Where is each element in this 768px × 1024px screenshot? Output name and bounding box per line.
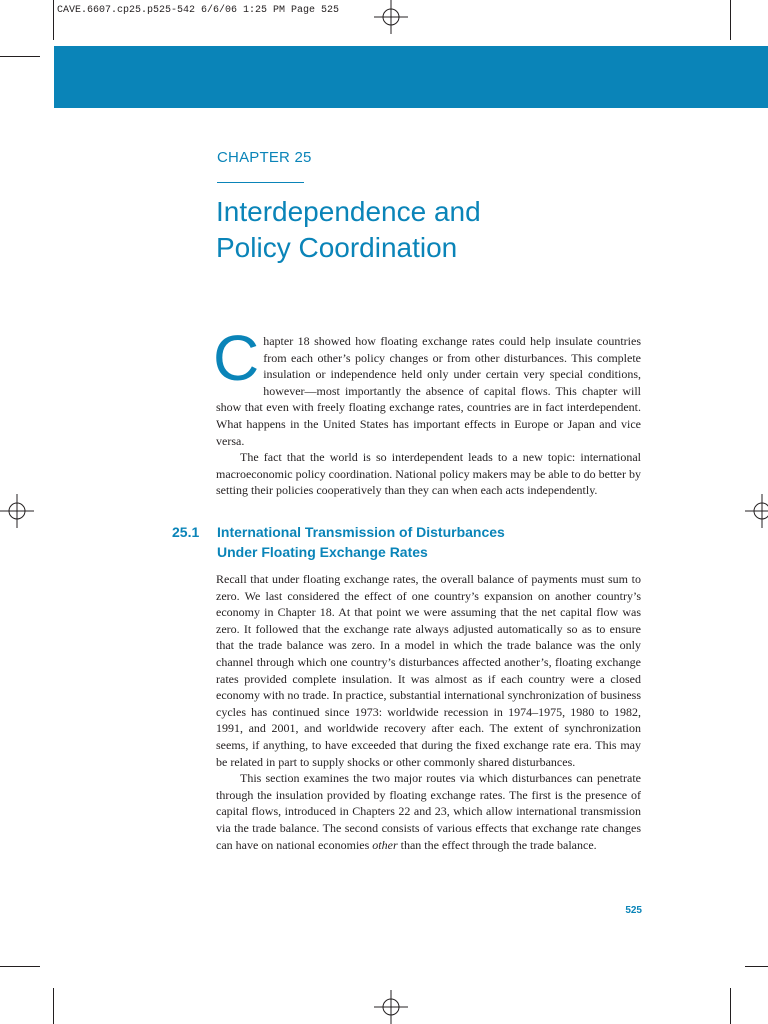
chapter-label: CHAPTER 25 [217, 149, 312, 166]
section-body [216, 571, 641, 853]
section-paragraph-2 [216, 770, 641, 853]
section-paragraph-1: Recall that under floating exchange rates, the overall balance of payments must sum to zero. We last considered the effect of one country’s expansion on another country’s economy in Chapter 18. At that point we were assuming that the net capital flow was zero. It followed that the exchange rate always adjusted automatically so as to ensure that the trade balance was zero. In a model in which the trade balance was the only channel through which one country’s disturbances affected another’s, floating exchange rates provided complete insulation. It was almost as if each country were a closed economy with no trade. In practice, substantial international synchronization of business cycles has continued since 1973: worldwide recession in 1974–1975, 1980 to 1982, 1991, and 2001, and worldwide recovery after each. The extent of synchronization seems, if anything, to have exceeded that during the fixed exchange rate era. This may be related in part to supply shocks or other commonly shared disturbances. [216, 572, 641, 769]
registration-mark-bottom [374, 990, 408, 1024]
crop-mark-bottom-right-h [745, 966, 768, 967]
section-title-line-1: International Transmission of Disturbances [217, 524, 505, 540]
crop-mark-bottom-left-h [0, 966, 40, 967]
section-title [217, 522, 637, 562]
crop-mark-top-left-v [53, 0, 54, 40]
registration-mark-right [745, 494, 768, 528]
chapter-title-line-2: Policy Coordination [216, 232, 458, 263]
intro-paragraph-2: The fact that the world is so interdependent leads to a new topic: international macroeconomic policy coordination. National policy makers may be able to do better by setting their policies cooperatively than they can when each acts independently. [216, 450, 641, 498]
drop-cap: C [213, 322, 260, 394]
section-title-line-2: Under Floating Exchange Rates [217, 544, 428, 560]
section-paragraph-2-emphasis: other [372, 837, 398, 852]
crop-mark-top-left-h [0, 56, 40, 57]
crop-mark-bottom-left-v [53, 988, 54, 1024]
chapter-title [216, 194, 696, 266]
crop-mark-bottom-right-v [730, 988, 731, 1024]
section-paragraph-2-text-a: This section examines the two major routes via which disturbances can penetrate through the insulation provided by floating exchange rates. The first is the presence of capital flows, introduced in Chapters 22 and 23, which allow international transmission via the trade balance. The second consists of various effects that exchange rate changes can have on national economies [216, 771, 641, 852]
chapter-banner [54, 46, 768, 108]
intro-paragraph-1 [213, 322, 641, 449]
registration-mark-top [374, 0, 408, 34]
page-number: 525 [625, 905, 642, 916]
crop-mark-top-right-v [730, 0, 731, 40]
chapter-title-line-1: Interdependence and [216, 196, 481, 227]
intro-text [213, 322, 641, 499]
section-paragraph-2-text-b: than the effect through the trade balance. [397, 837, 597, 852]
registration-mark-left [0, 494, 34, 528]
intro-paragraph-1-text: hapter 18 showed how floating exchange rates could help insulate countries from each other’s policy changes or from other disturbances. This complete insulation or independence held only under certain very special conditions, however—most importantly the absence of capital flows. This chapter will show that even with freely floating exchange rates, countries are in fact interdependent. What happens in the United States has important effects in Europe or Japan and vice versa. [216, 334, 641, 448]
print-slug: CAVE.6607.cp25.p525-542 6/6/06 1:25 PM Page 525 [57, 5, 340, 16]
chapter-rule [217, 182, 304, 183]
section-number: 25.1 [172, 524, 200, 540]
